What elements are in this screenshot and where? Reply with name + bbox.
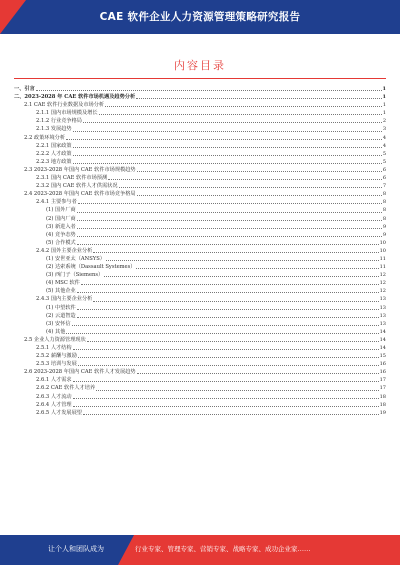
toc-entry[interactable] [14, 376, 386, 384]
footer-slogan: 让个人和团队成为 [48, 545, 104, 553]
toc-entry-label: (1) 国外厂商 [46, 207, 76, 214]
toc-heading: 内容目录 [174, 59, 226, 72]
toc-entry-page: 19 [379, 409, 386, 416]
toc-entry[interactable] [14, 134, 386, 142]
toc-entry-page: 12 [379, 280, 386, 287]
toc-entry-label: 2.3 2023-2028 年国内 CAE 软件市场规模趋势 [24, 166, 136, 173]
toc-entry-page: 7 [382, 183, 386, 190]
toc-entry-page: 16 [379, 361, 386, 368]
toc-entry-label: 2.6.2 CAE 软件人才培养 [36, 385, 96, 392]
toc-entry-label: 2.6.3 人才流动 [36, 393, 72, 400]
toc-entry-page: 4 [382, 134, 386, 141]
toc-leader-dots [136, 268, 378, 269]
toc-entry[interactable] [14, 368, 386, 376]
toc-entry-page: 10 [379, 247, 386, 254]
toc-leader-dots [73, 147, 382, 148]
toc-entry[interactable] [14, 304, 386, 312]
toc-leader-dots [104, 276, 378, 277]
toc-entry-label: 2.6.4 人才管理 [36, 401, 72, 408]
toc-entry-page: 1 [382, 94, 386, 101]
toc-entry-label: (5) 合作模式 [46, 239, 76, 246]
toc-entry[interactable] [14, 287, 386, 295]
toc-entry-page: 10 [379, 239, 386, 246]
toc-entry[interactable] [14, 295, 386, 303]
toc-entry-label: (5) 其他企业 [46, 288, 76, 295]
toc-entry-page: 18 [379, 401, 386, 408]
toc-entry-page: 13 [379, 312, 386, 319]
toc-entry[interactable] [14, 271, 386, 279]
toc-entry[interactable] [14, 279, 386, 287]
toc-entry-page: 8 [382, 199, 386, 206]
toc-leader-dots [78, 203, 382, 204]
toc-leader-dots [106, 260, 379, 261]
toc-entry-label: 2.6 2023-2028 年国内 CAE 软件人才发展趋势 [24, 369, 136, 376]
toc-leader-dots [77, 292, 379, 293]
toc-entry[interactable] [14, 320, 386, 328]
toc-leader-dots [77, 317, 379, 318]
toc-entry[interactable] [14, 247, 386, 255]
toc-entry[interactable] [14, 85, 386, 93]
toc-leader-dots [72, 325, 379, 326]
toc-entry-page: 17 [379, 385, 386, 392]
toc-entry[interactable] [14, 393, 386, 401]
toc-entry[interactable] [14, 125, 386, 133]
toc-leader-dots [83, 122, 382, 123]
toc-entry-page: 9 [382, 231, 386, 238]
toc-leader-dots [78, 365, 379, 366]
toc-entry-page: 8 [382, 215, 386, 222]
toc-entry-label: 2.5.2 薪酬与激励 [36, 353, 77, 360]
toc-entry[interactable] [14, 336, 386, 344]
toc-entry-label: (1) 安世亚太（ANSYS） [46, 255, 105, 262]
toc-entry-label: 2.1.2 行业竞争格局 [36, 118, 82, 125]
toc-leader-dots [137, 171, 382, 172]
toc-leader-dots [119, 187, 382, 188]
toc-entry[interactable] [14, 109, 386, 117]
toc-entry[interactable] [14, 198, 386, 206]
toc-entry[interactable] [14, 384, 386, 392]
toc-entry[interactable] [14, 312, 386, 320]
toc-entry[interactable] [14, 352, 386, 360]
toc-entry-label: (4) 其他 [46, 328, 66, 335]
toc-entry-page: 4 [382, 142, 386, 149]
toc-entry-label: (3) 新进入者 [46, 223, 76, 230]
toc-entry[interactable] [14, 150, 386, 158]
toc-leader-dots [96, 390, 379, 391]
toc-entry[interactable] [14, 360, 386, 368]
toc-entry-page: 9 [382, 223, 386, 230]
toc-entry-label: 2.6.1 人才需求 [36, 377, 72, 384]
toc-entry[interactable] [14, 158, 386, 166]
toc-entry-label: 2.2 政策环境分析 [24, 134, 66, 141]
toc-entry-label: 2.4 2023-2028 年国内 CAE 软件市场竞争格局 [24, 191, 136, 198]
toc-entry[interactable] [14, 263, 386, 271]
toc-entry[interactable] [14, 190, 386, 198]
toc-entry-label: 2.4.1 主要参与者 [36, 199, 77, 206]
page-footer [0, 535, 400, 565]
toc-entry-page: 12 [379, 272, 386, 279]
toc-leader-dots [36, 90, 382, 91]
toc-entry-page: 11 [379, 264, 386, 271]
toc-entry-page: 13 [379, 304, 386, 311]
toc-entry-label: 2.2.3 地方政策 [36, 158, 72, 165]
toc-entry[interactable] [14, 223, 386, 231]
toc-entry-label: 2.2.1 国家政策 [36, 142, 72, 149]
toc-entry[interactable] [14, 401, 386, 409]
toc-entry-label: 二、2023-2028 年 CAE 软件市场机遇及趋势分析 [14, 94, 136, 101]
toc-leader-dots [73, 155, 382, 156]
toc-entry-label: 2.3.1 国内 CAE 软件市场预测 [36, 175, 108, 182]
toc-leader-dots [77, 212, 382, 213]
toc-leader-dots [73, 406, 379, 407]
toc-divider [14, 78, 386, 79]
toc-entry[interactable] [14, 328, 386, 336]
toc-entry-page: 16 [379, 369, 386, 376]
toc-entry-label: 2.4.2 国外主要企业分析 [36, 247, 93, 254]
toc-entry-page: 17 [379, 377, 386, 384]
toc-entry-label: 2.1.1 国内市场规模及增长 [36, 110, 98, 117]
toc-entry-label: 2.5 企业人力资源管理现状 [24, 336, 86, 343]
toc-leader-dots [66, 139, 382, 140]
toc-leader-dots [99, 114, 382, 115]
toc-entry[interactable] [14, 182, 386, 190]
toc-entry-page: 6 [382, 166, 386, 173]
toc-entry-label: 2.5.3 培训与发展 [36, 361, 77, 368]
toc-entry-page: 13 [379, 296, 386, 303]
toc-leader-dots [73, 398, 379, 399]
toc-entry[interactable] [14, 231, 386, 239]
toc-leader-dots [77, 228, 382, 229]
toc-entry[interactable] [14, 239, 386, 247]
toc-leader-dots [137, 195, 382, 196]
toc-leader-dots [105, 106, 382, 107]
toc-entry-label: 2.5.1 人才结构 [36, 345, 72, 351]
toc-entry-label: 2.1.3 发展趋势 [36, 126, 72, 133]
toc-entry-label: (4) MSC 软件 [46, 280, 80, 287]
toc-entry-page: 13 [379, 320, 386, 327]
toc-entry-page: 3 [382, 126, 386, 133]
toc-entry-page: 2 [382, 118, 386, 125]
toc-entry[interactable] [14, 101, 386, 109]
toc-entry-page: 1 [382, 102, 386, 109]
toc-entry[interactable] [14, 206, 386, 214]
toc-leader-dots [77, 244, 379, 245]
toc-entry[interactable] [14, 117, 386, 125]
toc-entry[interactable] [14, 93, 386, 101]
toc-entry-label: 一、引言 [14, 86, 35, 92]
toc-entry-page: 1 [382, 86, 386, 92]
toc-entry-label: (3) 安怀信 [46, 320, 71, 327]
toc-entry-label: (1) 中望软件 [46, 304, 76, 311]
toc-leader-dots [73, 349, 379, 350]
toc-entry[interactable] [14, 174, 386, 182]
toc-leader-dots [73, 163, 382, 164]
toc-entry-label: 2.1 CAE 软件行业数据及市场分析 [24, 102, 105, 109]
toc-leader-dots [77, 236, 382, 237]
toc-entry-label: (2) 国内厂商 [46, 215, 76, 222]
toc-entry-label: 2.2.2 人才政策 [36, 150, 72, 157]
toc-entry-label: 2.4.3 国内主要企业分析 [36, 296, 93, 303]
toc-leader-dots [137, 373, 379, 374]
toc-leader-dots [83, 414, 379, 415]
toc-leader-dots [81, 284, 379, 285]
toc-entry-page: 14 [379, 336, 386, 343]
toc-leader-dots [108, 179, 382, 180]
toc-entry[interactable] [14, 142, 386, 150]
report-title: CAE 软件企业人力资源管理策略研究报告 [99, 11, 301, 23]
toc-leader-dots [73, 381, 379, 382]
toc-entry-page: 15 [379, 353, 386, 360]
toc-entry-page: 14 [379, 345, 386, 351]
toc-leader-dots [93, 301, 378, 302]
toc-leader-dots [93, 252, 378, 253]
report-header [0, 0, 400, 34]
toc-entry-page: 5 [382, 158, 386, 165]
toc-leader-dots [78, 357, 379, 358]
toc-leader-dots [77, 220, 382, 221]
toc-entry-page: 6 [382, 175, 386, 182]
toc-leader-dots [77, 309, 379, 310]
toc-entry-page: 14 [379, 328, 386, 335]
toc-entry-label: 2.3.2 国内 CAE 软件人才供需状况 [36, 183, 118, 190]
toc-entry[interactable] [14, 344, 386, 352]
footer-tagline: 行业专家、管理专家、营销专家、战略专家、成功企业家…… [135, 545, 311, 553]
toc-entry-label: 2.6.5 人才发展展望 [36, 409, 82, 416]
toc-entry-page: 11 [379, 255, 386, 262]
toc-entry-page: 8 [382, 191, 386, 198]
toc-entry[interactable] [14, 409, 386, 417]
toc-entry-label: (2) 达索系统（Dassault Systemes） [46, 264, 136, 271]
toc-entry-label: (4) 竞争态势 [46, 231, 76, 238]
toc-entry-page: 8 [382, 207, 386, 214]
toc-entry[interactable] [14, 255, 386, 263]
toc-entry-label: (3) 西门子（Siemens） [46, 272, 104, 279]
toc-entry-page: 12 [379, 288, 386, 295]
toc-entry-page: 1 [382, 110, 386, 117]
toc-leader-dots [87, 341, 379, 342]
toc-leader-dots [66, 333, 378, 334]
table-of-contents [14, 85, 386, 417]
toc-entry[interactable] [14, 215, 386, 223]
toc-entry-label: (2) 云道智造 [46, 312, 76, 319]
toc-entry[interactable] [14, 166, 386, 174]
toc-leader-dots [73, 131, 382, 132]
toc-leader-dots [136, 98, 381, 99]
toc-entry-page: 18 [379, 393, 386, 400]
toc-entry-page: 5 [382, 150, 386, 157]
